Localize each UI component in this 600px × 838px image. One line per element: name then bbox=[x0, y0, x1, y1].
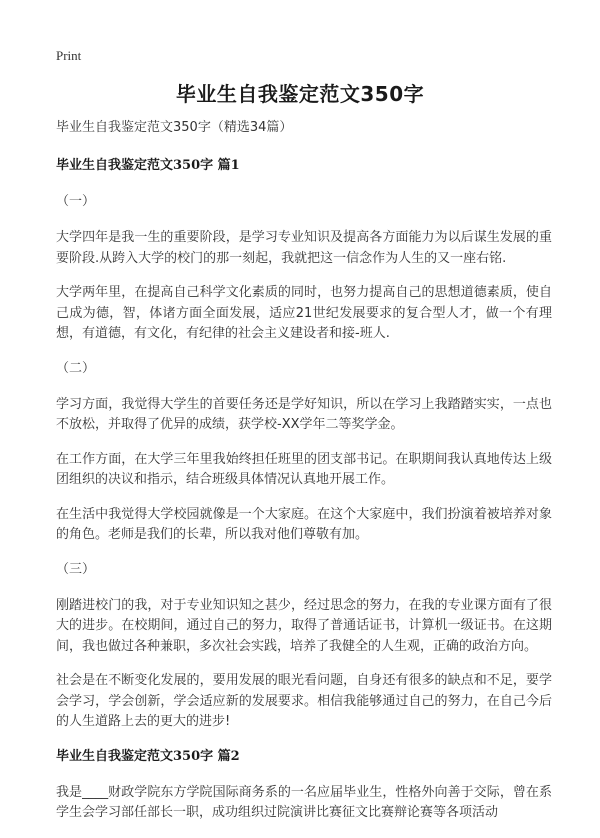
page-title: 毕业生自我鉴定范文350字 bbox=[175, 82, 425, 106]
paragraph: 学习方面，我觉得大学生的首要任务还是学好知识，所以在学习上我踏踏实实，一点也不放松，并取得了优异的成绩，获学校-XX学年二等奖学金。 bbox=[56, 396, 552, 432]
paragraph: 大学两年里，在提高自己科学文化素质的同时，也努力提高自己的思想道德素质，使自己成为德，智，体诸方面全面发展，适应21世纪发展要求的复合型人才，做一个有理想，有道德，有文化，有纪律的社会主义建设者和接-班人. bbox=[56, 285, 552, 341]
part-marker-1: （一） bbox=[56, 194, 96, 209]
article-subtitle: 毕业生自我鉴定范文350字（精选34篇） bbox=[56, 120, 293, 135]
print-link[interactable]: Print bbox=[56, 48, 82, 63]
part-marker-3: （三） bbox=[56, 561, 96, 577]
part-marker-2: （二） bbox=[56, 360, 96, 376]
paragraph: 刚踏进校门的我，对于专业知识知之甚少，经过思念的努力，在我的专业课方面有了很大的进步。在校期间，通过自己的努力，取得了普通话证书，计算机一级证书。在这期间，我也做过各种兼职，多次社会实践，培养了我健全的人生观，正确的政治方向。 bbox=[56, 597, 552, 654]
paragraph: 社会是在不断变化发展的，要用发展的眼光看问题，自身还有很多的缺点和不足，要学会学习，学会创新，学会适应新的发展要求。相信我能够通过自己的努力，在自己今后的人生道路上去的更大的进步! bbox=[56, 673, 552, 729]
section-heading-2: 毕业生自我鉴定范文350字 篇2 bbox=[56, 748, 240, 764]
paragraph: 大学四年是我一生的重要阶段，是学习专业知识及提高各方面能力为以后谋生发展的重要阶段.从跨入大学的校门的那一刻起，我就把这一信念作为人生的又一座右铭. bbox=[56, 230, 552, 266]
paragraph: 我是____财政学院东方学院国际商务系的一名应届毕业生，性格外向善于交际，曾在系学生会学习部任部长一职，成功组织过院演讲比赛征文比赛辩论赛等各项活动 bbox=[56, 784, 552, 820]
paragraph: 在工作方面，在大学三年里我始终担任班里的团支部书记。在职期间我认真地传达上级团组织的决议和指示，结合班级具体情况认真地开展工作。 bbox=[56, 451, 552, 487]
paragraph: 在生活中我觉得大学校园就像是一个大家庭。在这个大家庭中，我们扮演着被培养对象的角色。老师是我们的长辈，所以我对他们尊敬有加。 bbox=[56, 506, 552, 542]
article-content bbox=[56, 118, 552, 838]
section-heading-1: 毕业生自我鉴定范文350字 篇1 bbox=[56, 158, 240, 173]
